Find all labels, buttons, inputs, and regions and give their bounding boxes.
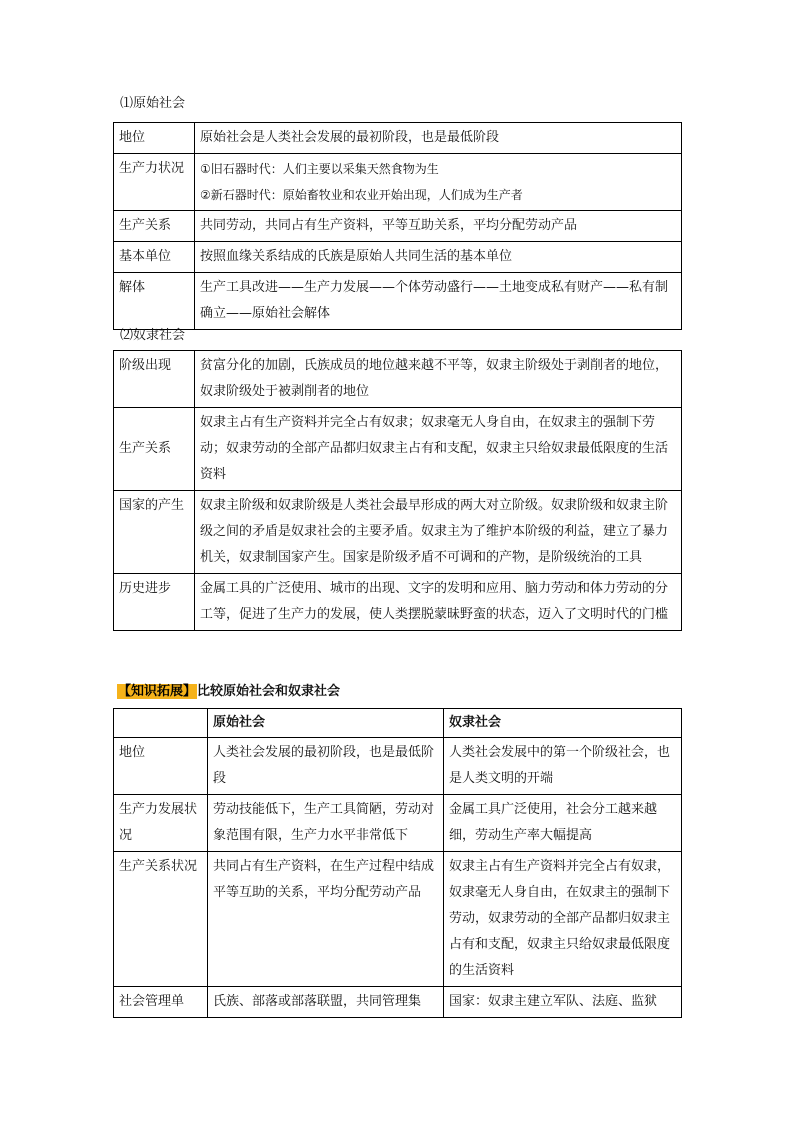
row-key: 生产力发展状况 <box>114 795 208 852</box>
table-row <box>114 408 682 491</box>
table-row <box>114 491 682 574</box>
row-key: 国家的产生 <box>114 491 195 574</box>
table-header-row <box>114 709 682 738</box>
header-cell: 原始社会 <box>208 709 444 738</box>
row-value: 贫富分化的加剧，氏族成员的地位越来越不平等，奴隶主阶级处于剥削者的地位，奴隶阶级处于被剥削者的地位 <box>195 351 682 408</box>
table-row <box>114 123 682 154</box>
table-row <box>114 211 682 242</box>
row-line: ②新石器时代：原始畜牧业和农业开始出现，人们成为生产者 <box>200 188 523 202</box>
header-cell: 奴隶社会 <box>444 709 682 738</box>
row-value: 奴隶主占有生产资料并完全占有奴隶；奴隶毫无人身自由，在奴隶主的强制下劳动；奴隶劳动的全部产品都归奴隶主占有和支配，奴隶主只给奴隶最低限度的生活资料 <box>195 408 682 491</box>
row-line: ①旧石器时代：人们主要以采集天然食物为生 <box>200 162 439 176</box>
comparison-table <box>113 708 682 1018</box>
table-row <box>114 242 682 273</box>
row-key: 生产关系 <box>114 211 195 242</box>
row-key: 阶级出现 <box>114 351 195 408</box>
primitive-cell: 氏族、部落或部落联盟，共同管理集 <box>208 987 444 1018</box>
table-row <box>114 795 682 852</box>
table-row <box>114 738 682 795</box>
table-row <box>114 154 682 211</box>
row-line: 原始社会是人类社会发展的最初阶段，也是最低阶段 <box>200 130 500 145</box>
slave-cell: 金属工具广泛使用，社会分工越来越细，劳动生产率大幅提高 <box>444 795 682 852</box>
row-line: 生产工具改进——生产力发展——个体劳动盛行——土地变成私有财产——私有制确立——原始社会解体 <box>200 280 669 321</box>
section-heading-primitive: ⑴原始社会 <box>120 96 186 111</box>
primitive-society-table <box>113 122 682 330</box>
slave-cell: 人类社会发展中的第一个阶级社会，也是人类文明的开端 <box>444 738 682 795</box>
row-value <box>195 211 682 242</box>
slave-cell: 奴隶主占有生产资料并完全占有奴隶，奴隶毫无人身自由，在奴隶主的强制下劳动，奴隶劳动的全部产品都归奴隶主占有和支配，奴隶主只给奴隶最低限度的生活资料 <box>444 852 682 987</box>
table-row <box>114 273 682 330</box>
table-row <box>114 574 682 631</box>
row-value: 金属工具的广泛使用、城市的出现、文字的发明和应用、脑力劳动和体力劳动的分工等，促进了生产力的发展，使人类摆脱蒙昧野蛮的状态，迈入了文明时代的门槛 <box>195 574 682 631</box>
row-value <box>195 123 682 154</box>
row-key: 社会管理单 <box>114 987 208 1018</box>
row-key: 解体 <box>114 273 195 330</box>
slave-society-table <box>113 350 682 631</box>
row-line: 按照血缘关系结成的氏族是原始人共同生活的基本单位 <box>200 249 513 264</box>
primitive-cell: 人类社会发展的最初阶段，也是最低阶段 <box>208 738 444 795</box>
header-cell <box>114 709 208 738</box>
row-line: 共同劳动，共同占有生产资料，平等互助关系，平均分配劳动产品 <box>200 218 578 233</box>
row-key: 地位 <box>114 738 208 795</box>
row-key: 生产关系 <box>114 408 195 491</box>
table-row <box>114 351 682 408</box>
row-key: 历史进步 <box>114 574 195 631</box>
row-value <box>195 242 682 273</box>
row-key: 基本单位 <box>114 242 195 273</box>
row-value <box>195 273 682 330</box>
row-value <box>195 154 682 211</box>
primitive-cell: 劳动技能低下，生产工具简陋，劳动对象范围有限，生产力水平非常低下 <box>208 795 444 852</box>
row-value: 奴隶主阶级和奴隶阶级是人类社会最早形成的两大对立阶级。奴隶阶级和奴隶主阶级之间的矛盾是奴隶社会的主要矛盾。奴隶主为了维护本阶级的利益，建立了暴力机关，奴隶制国家产生。国家是阶级矛盾不可调和的产物，是阶级统治的工具 <box>195 491 682 574</box>
row-key: 生产力状况 <box>114 154 195 211</box>
section-heading-extension <box>117 684 340 700</box>
extension-title: 比较原始社会和奴隶社会 <box>197 684 341 699</box>
table-row <box>114 852 682 987</box>
knowledge-extension-badge: 【知识拓展】 <box>118 684 197 699</box>
row-key: 生产关系状况 <box>114 852 208 987</box>
section-heading-slave: ⑵奴隶社会 <box>120 328 186 343</box>
table-row <box>114 987 682 1018</box>
row-key: 地位 <box>114 123 195 154</box>
slave-cell: 国家：奴隶主建立军队、法庭、监狱 <box>444 987 682 1018</box>
primitive-cell: 共同占有生产资料，在生产过程中结成平等互助的关系，平均分配劳动产品 <box>208 852 444 987</box>
